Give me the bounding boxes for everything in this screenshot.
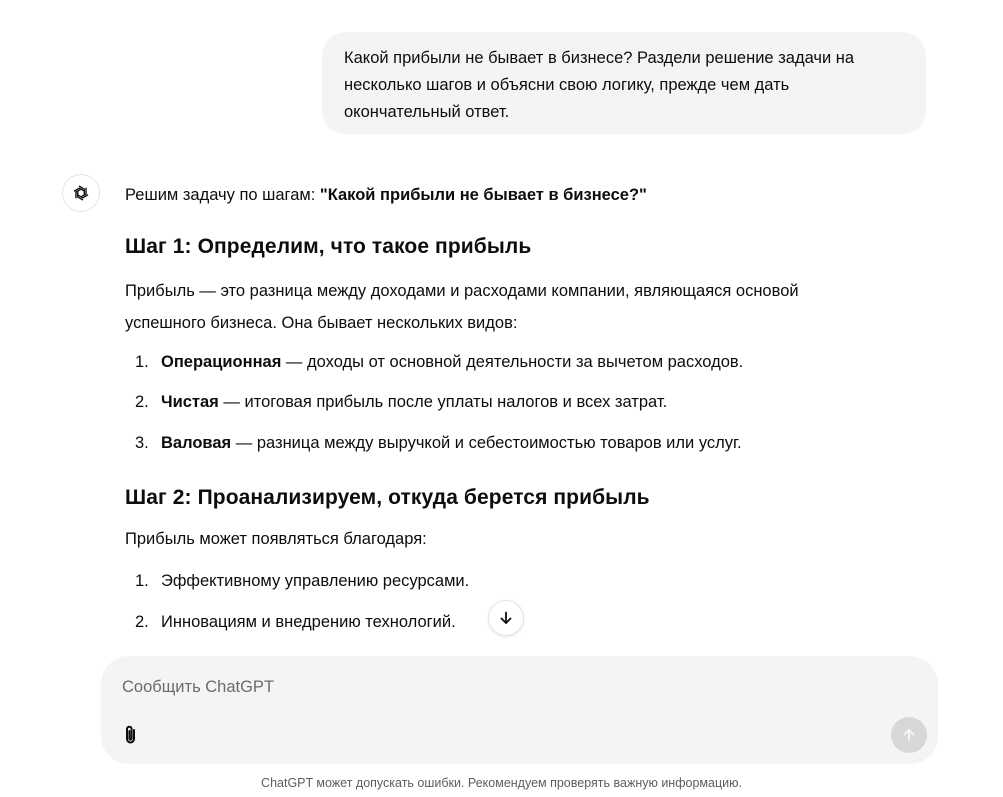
step2-paragraph: Прибыль может появляться благодаря: [125, 530, 427, 548]
paperclip-icon [121, 724, 141, 746]
list-item-number: 2. [135, 613, 149, 631]
list-item-description: — доходы от основной деятельности за вычетом расходов. [281, 353, 744, 371]
list-item-description: — итоговая прибыль после уплаты налогов и всех затрат. [218, 393, 668, 411]
list-item-number: 1. [135, 572, 149, 590]
scroll-to-bottom-button[interactable] [488, 600, 524, 636]
send-button[interactable] [891, 717, 927, 753]
user-message-text: Какой прибыли не бывает в бизнесе? Раздели решение задачи на несколько шагов и объясни свою логику, прежде чем дать окончательный ответ. [344, 49, 855, 121]
step1-paragraph [125, 275, 885, 339]
list-item-number: 1. [135, 353, 149, 371]
list-item-number: 2. [135, 393, 149, 411]
list-item-description: — разница между выручкой и себестоимостью товаров или услуг. [231, 434, 742, 452]
list-item-text: Инновациям и внедрению технологий. [161, 613, 456, 631]
assistant-intro [125, 183, 647, 207]
list-item-term: Валовая [161, 434, 232, 452]
intro-question: "Какой прибыли не бывает в бизнесе?" [319, 186, 647, 204]
step2-heading: Шаг 2: Проанализируем, откуда берется прибыль [125, 486, 650, 509]
message-input[interactable] [122, 675, 882, 699]
list-item-term: Операционная [161, 353, 282, 371]
user-message-bubble [322, 32, 926, 134]
list-item-text: Эффективному управлению ресурсами. [161, 572, 470, 590]
list-item-number: 3. [135, 434, 149, 452]
arrow-up-icon [901, 727, 917, 743]
disclaimer-text: ChatGPT может допускать ошибки. Рекомендуем проверять важную информацию. [261, 776, 742, 790]
step1-heading: Шаг 1: Определим, что такое прибыль [125, 235, 532, 258]
step1-para-line1: Прибыль — это разница между доходами и расходами компании, являющаяся основой [125, 282, 799, 300]
step1-para-line2: успешного бизнеса. Она бывает нескольких видов: [125, 314, 518, 332]
openai-logo-icon [70, 182, 92, 204]
arrow-down-icon [498, 610, 514, 626]
intro-prefix: Решим задачу по шагам: [125, 186, 320, 204]
list-item-term: Чистая [161, 393, 219, 411]
attach-file-button[interactable] [118, 722, 144, 748]
message-composer [101, 656, 938, 764]
assistant-avatar [62, 174, 100, 212]
